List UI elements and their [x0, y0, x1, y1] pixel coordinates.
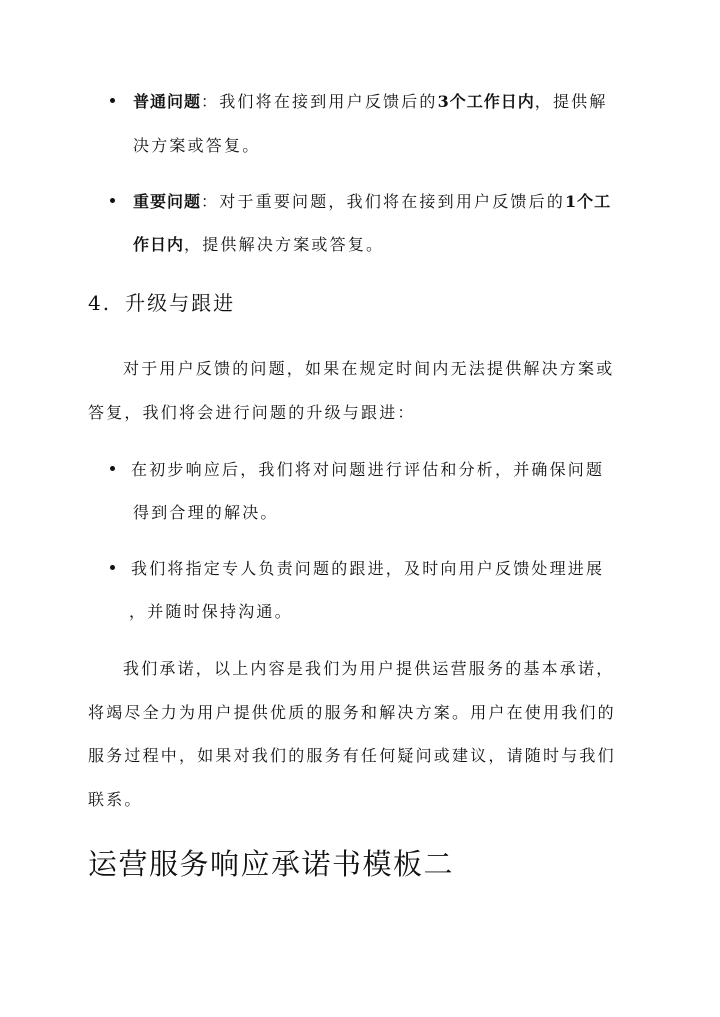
paragraph-text: 对于用户反馈的问题，如果在规定时间内无法提供解决方案或 — [123, 359, 615, 378]
bullet-dot — [110, 565, 115, 570]
bullet-continuation-text: 决方案或答复。 — [133, 136, 261, 155]
bullet-bold-deadline: 作日内 — [133, 235, 185, 254]
section-heading — [88, 287, 235, 316]
paragraph-text: 联系。 — [88, 790, 143, 809]
bullet-item-general — [133, 89, 608, 112]
bullet-text: 对于重要问题，我们将在接到用户反馈后的 — [219, 192, 566, 211]
paragraph-line — [123, 356, 614, 379]
bullet-bold-deadline: 1个工 — [565, 192, 612, 211]
paragraph-text: 我们承诺，以上内容是我们为用户提供运营服务的基本承诺， — [123, 659, 615, 678]
paragraph-line — [88, 787, 143, 810]
bullet-lead: 普通问题 — [133, 92, 202, 111]
bullet-continuation-text: 得到合理的解决。 — [133, 503, 279, 522]
paragraph-line — [123, 656, 614, 679]
bullet-sep: ： — [201, 92, 220, 111]
paragraph-text: 服务过程中，如果对我们的服务有任何疑问或建议，请随时与我们 — [88, 746, 616, 765]
paragraph-text: 答复，我们将会进行问题的升级与跟进： — [88, 403, 416, 422]
document-title: 运营服务响应承诺书模板二 — [88, 847, 455, 881]
bullet-item — [131, 556, 604, 579]
bullet-continuation — [129, 599, 293, 622]
bullet-continuation-text: ，提供解决方案或答复。 — [184, 235, 385, 254]
bullet-text: ，提供解 — [534, 92, 608, 111]
bullet-text: 我们将指定专人负责问题的跟进，及时向用户反馈处理进展 — [131, 559, 605, 578]
bullet-continuation — [133, 232, 384, 255]
paragraph-line — [88, 743, 616, 766]
paragraph-line — [88, 400, 416, 423]
bullet-item-important — [133, 189, 611, 212]
bullet-continuation-text: ，并随时保持沟通。 — [129, 602, 293, 621]
bullet-dot — [110, 466, 115, 471]
bullet-text: 在初步响应后，我们将对问题进行评估和分析，并确保问题 — [131, 460, 605, 479]
bullet-continuation — [133, 133, 260, 156]
paragraph-text: 将竭尽全力为用户提供优质的服务和解决方案。用户在使用我们的 — [88, 703, 616, 722]
bullet-continuation — [133, 500, 279, 523]
bullet-lead: 重要问题 — [133, 192, 202, 211]
bullet-dot — [110, 98, 115, 103]
bullet-sep: ： — [201, 192, 220, 211]
bullet-dot — [110, 198, 115, 203]
bullet-text: 我们将在接到用户反馈后的 — [219, 92, 438, 111]
bullet-bold-deadline: 3个工作日内 — [437, 92, 535, 111]
section-title: 升级与跟进 — [125, 291, 236, 315]
paragraph-line — [88, 700, 616, 723]
section-number: 4. — [88, 291, 112, 315]
bullet-item — [131, 457, 604, 480]
